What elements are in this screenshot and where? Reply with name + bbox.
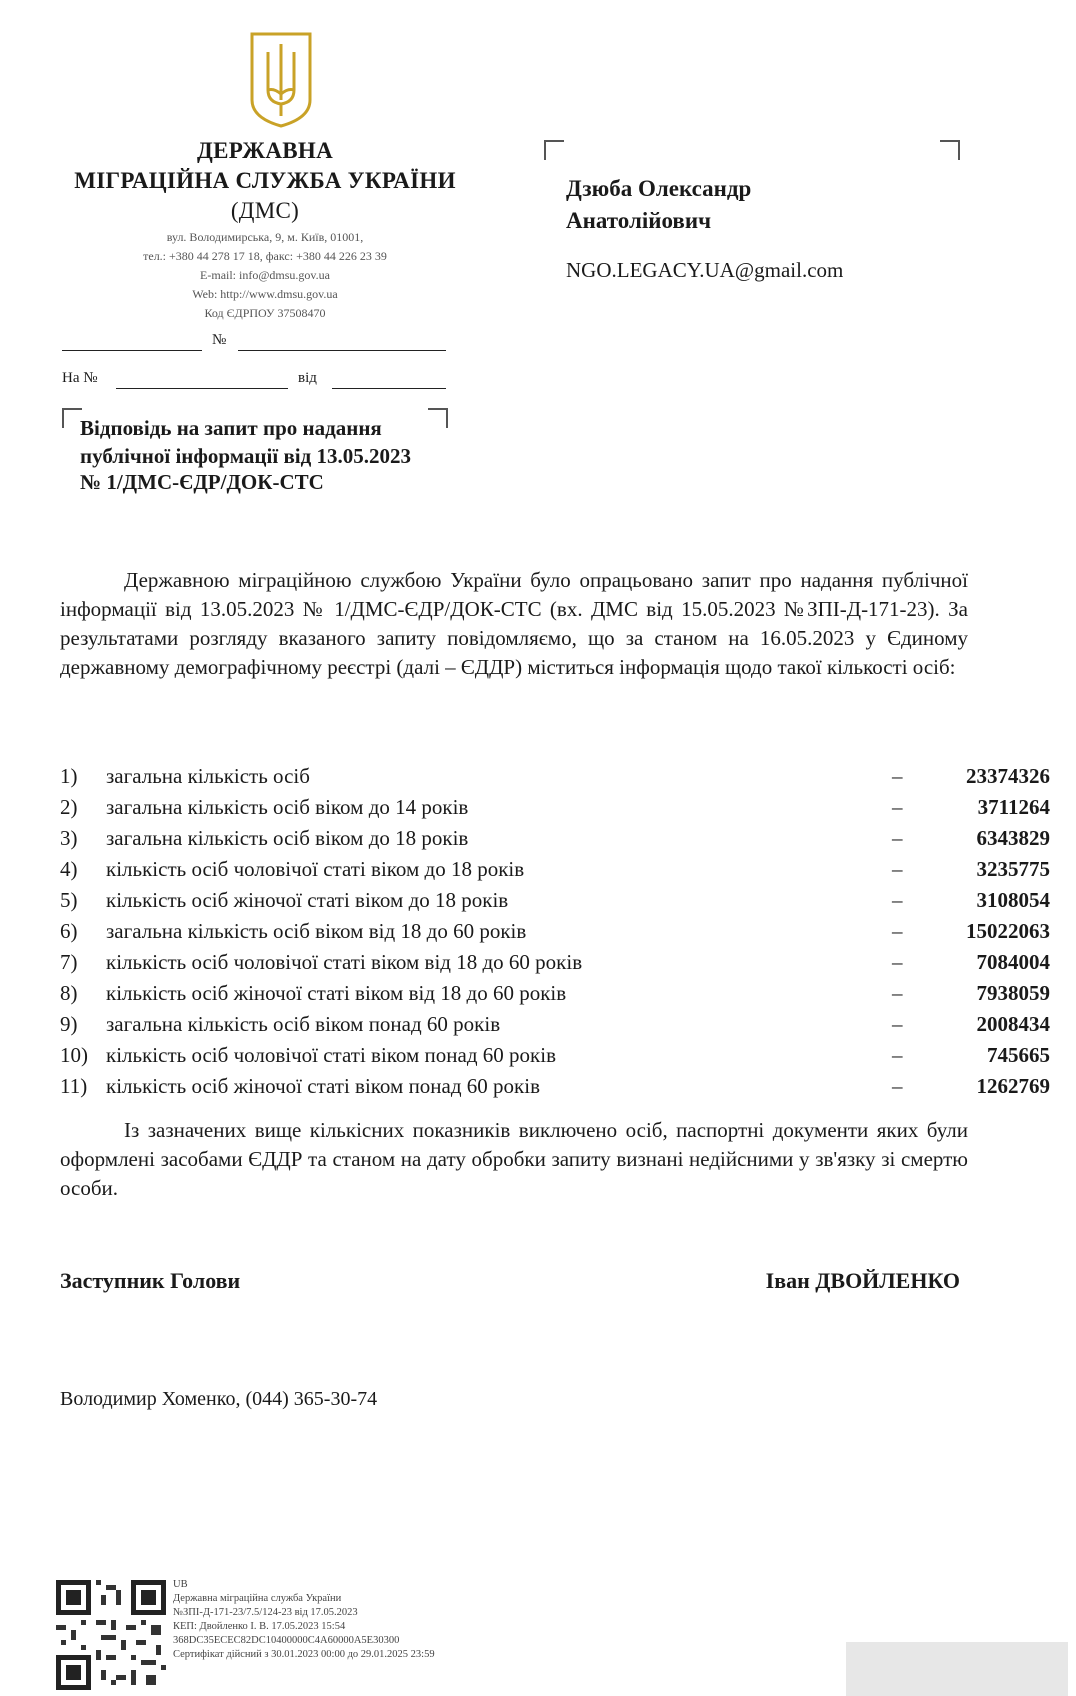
list-item bbox=[60, 888, 1050, 921]
incoming-number-label: На № bbox=[62, 370, 98, 386]
stamp-line: 368DC35ECEC82DC10400000C4A60000A5E30300 bbox=[173, 1635, 400, 1646]
executor-contact: Володимир Хоменко, (044) 365-30-74 bbox=[60, 1388, 378, 1410]
list-item-text: кількість осіб жіночої статі віком від 18 до 60 років bbox=[106, 981, 567, 1005]
list-item bbox=[60, 919, 1050, 952]
list-item-number: 6) bbox=[60, 919, 78, 943]
incoming-number-line bbox=[116, 388, 288, 389]
list-item-dash: – bbox=[892, 1043, 903, 1067]
list-item bbox=[60, 1043, 1050, 1076]
org-abbrev: (ДМС) bbox=[230, 198, 300, 223]
subject-corner-left bbox=[62, 408, 82, 428]
stamp-line: КЕП: Двойленко І. В. 17.05.2023 15:54 bbox=[173, 1621, 346, 1632]
list-item-number: 1) bbox=[60, 764, 78, 788]
reg-number-label: № bbox=[212, 332, 227, 348]
incoming-date-line bbox=[332, 388, 446, 389]
list-item bbox=[60, 1074, 1050, 1107]
list-item-value: 7938059 bbox=[976, 981, 1050, 1005]
org-web: Web: http://www.dmsu.gov.ua bbox=[192, 287, 338, 301]
signatory-name: Іван ДВОЙЛЕНКО bbox=[765, 1268, 960, 1293]
list-item-text: кількість осіб жіночої статі віком до 18 років bbox=[106, 888, 509, 912]
list-item-number: 4) bbox=[60, 857, 78, 881]
reg-number-line bbox=[238, 350, 446, 351]
list-item-text: кількість осіб жіночої статі віком понад 60 років bbox=[106, 1074, 541, 1098]
list-item-text: кількість осіб чоловічої статі віком до 18 років bbox=[106, 857, 525, 881]
body-paragraph-1: Державною міграційною службою України було опрацьовано запит про надання публічної інформації від 13.05.2023 № 1/ДМС-ЄДР/ДОК-СТС (вх. ДМС від 15.05.2023 №ЗПІ-Д-171-23). За результатами розгляду вказаного запиту повідомляємо, що за станом на 16.05.2023 у Єдиному державному демографічному реєстрі (далі – ЄДДР) міститься інформація щодо такої кількості осіб: bbox=[60, 568, 968, 679]
reg-date-line bbox=[62, 350, 202, 351]
org-phones: тел.: +380 44 278 17 18, факс: +380 44 226 23 39 bbox=[143, 249, 387, 263]
list-item-dash: – bbox=[892, 1012, 903, 1036]
list-item bbox=[60, 1012, 1050, 1045]
list-item bbox=[60, 857, 1050, 890]
list-item-text: кількість осіб чоловічої статі віком понад 60 років bbox=[106, 1043, 556, 1067]
list-item-dash: – bbox=[892, 795, 903, 819]
subject-corner-right bbox=[428, 408, 448, 428]
list-item-value: 23374326 bbox=[966, 764, 1050, 788]
org-code: Код ЄДРПОУ 37508470 bbox=[204, 306, 326, 320]
list-item-dash: – bbox=[892, 981, 903, 1005]
list-item-text: загальна кількість осіб bbox=[106, 764, 310, 788]
body-paragraph-2: Із зазначених вище кількісних показників виключено осіб, паспортні документи яких були оформлені засобами ЄДДР та станом на дату обробки запиту визнані недійсними у зв'язку зі смертю особи. bbox=[60, 1118, 968, 1200]
page-corner-overlay bbox=[846, 1642, 1068, 1696]
list-item-value: 3108054 bbox=[976, 888, 1050, 912]
addressee-email: NGO.LEGACY.UA@gmail.com bbox=[566, 258, 844, 282]
stamp-line: UB bbox=[173, 1579, 188, 1590]
subject-line3: № 1/ДМС-ЄДР/ДОК-СТС bbox=[80, 470, 324, 494]
list-item bbox=[60, 950, 1050, 983]
stamp-line: Державна міграційна служба України bbox=[173, 1593, 342, 1604]
addressee-corner-right bbox=[940, 140, 960, 160]
e-signature-stamp bbox=[173, 1578, 593, 1662]
list-item bbox=[60, 981, 1050, 1014]
list-item-dash: – bbox=[892, 826, 903, 850]
addressee-name-line1: Дзюба Олександр bbox=[566, 176, 752, 201]
list-item-value: 745665 bbox=[987, 1043, 1050, 1067]
list-item bbox=[60, 764, 1050, 797]
list-item-number: 11) bbox=[60, 1074, 88, 1098]
qr-code-icon bbox=[56, 1580, 166, 1690]
addressee-corner-left bbox=[544, 140, 564, 160]
trident-emblem-icon bbox=[246, 30, 316, 130]
list-item-text: загальна кількість осіб віком понад 60 років bbox=[106, 1012, 501, 1036]
list-item-value: 15022063 bbox=[966, 919, 1050, 943]
list-item-dash: – bbox=[892, 764, 903, 788]
list-item-text: кількість осіб чоловічої статі віком від 18 до 60 років bbox=[106, 950, 583, 974]
list-item-text: загальна кількість осіб віком від 18 до 60 років bbox=[106, 919, 527, 943]
org-email: E-mail: info@dmsu.gov.ua bbox=[200, 268, 330, 282]
subject-line2: публічної інформації від 13.05.2023 bbox=[80, 444, 411, 468]
incoming-date-label: від bbox=[298, 370, 317, 386]
list-item-value: 2008434 bbox=[976, 1012, 1050, 1036]
subject-line1: Відповідь на запит про надання bbox=[80, 416, 382, 440]
list-item-dash: – bbox=[892, 919, 903, 943]
list-item-dash: – bbox=[892, 857, 903, 881]
list-item-value: 7084004 bbox=[976, 950, 1050, 974]
list-item-dash: – bbox=[892, 1074, 903, 1098]
list-item-number: 9) bbox=[60, 1012, 78, 1036]
addressee-name-line2: Анатолійович bbox=[566, 208, 712, 233]
org-name-line1: ДЕРЖАВНА bbox=[197, 138, 333, 163]
list-item-number: 2) bbox=[60, 795, 78, 819]
list-item-text: загальна кількість осіб віком до 18 років bbox=[106, 826, 469, 850]
list-item-number: 8) bbox=[60, 981, 78, 1005]
list-item-value: 3711264 bbox=[977, 795, 1050, 819]
list-item-dash: – bbox=[892, 888, 903, 912]
list-item-dash: – bbox=[892, 950, 903, 974]
list-item-number: 5) bbox=[60, 888, 78, 912]
list-item-value: 1262769 bbox=[976, 1074, 1050, 1098]
list-item-number: 3) bbox=[60, 826, 78, 850]
list-item-number: 7) bbox=[60, 950, 78, 974]
list-item-text: загальна кількість осіб віком до 14 років bbox=[106, 795, 469, 819]
signatory-position: Заступник Голови bbox=[60, 1268, 241, 1293]
list-item bbox=[60, 795, 1050, 828]
list-item-number: 10) bbox=[60, 1043, 88, 1067]
org-address: вул. Володимирська, 9, м. Київ, 01001, bbox=[166, 230, 364, 244]
org-name-line2: МІГРАЦІЙНА СЛУЖБА УКРАЇНИ bbox=[74, 168, 456, 193]
list-item-value: 6343829 bbox=[976, 826, 1050, 850]
stamp-line: Сертифікат дійсний з 30.01.2023 00:00 до 29.01.2025 23:59 bbox=[173, 1649, 435, 1660]
list-item-value: 3235775 bbox=[976, 857, 1050, 881]
list-item bbox=[60, 826, 1050, 859]
stamp-line: №ЗПІ-Д-171-23/7.5/124-23 від 17.05.2023 bbox=[173, 1607, 358, 1618]
